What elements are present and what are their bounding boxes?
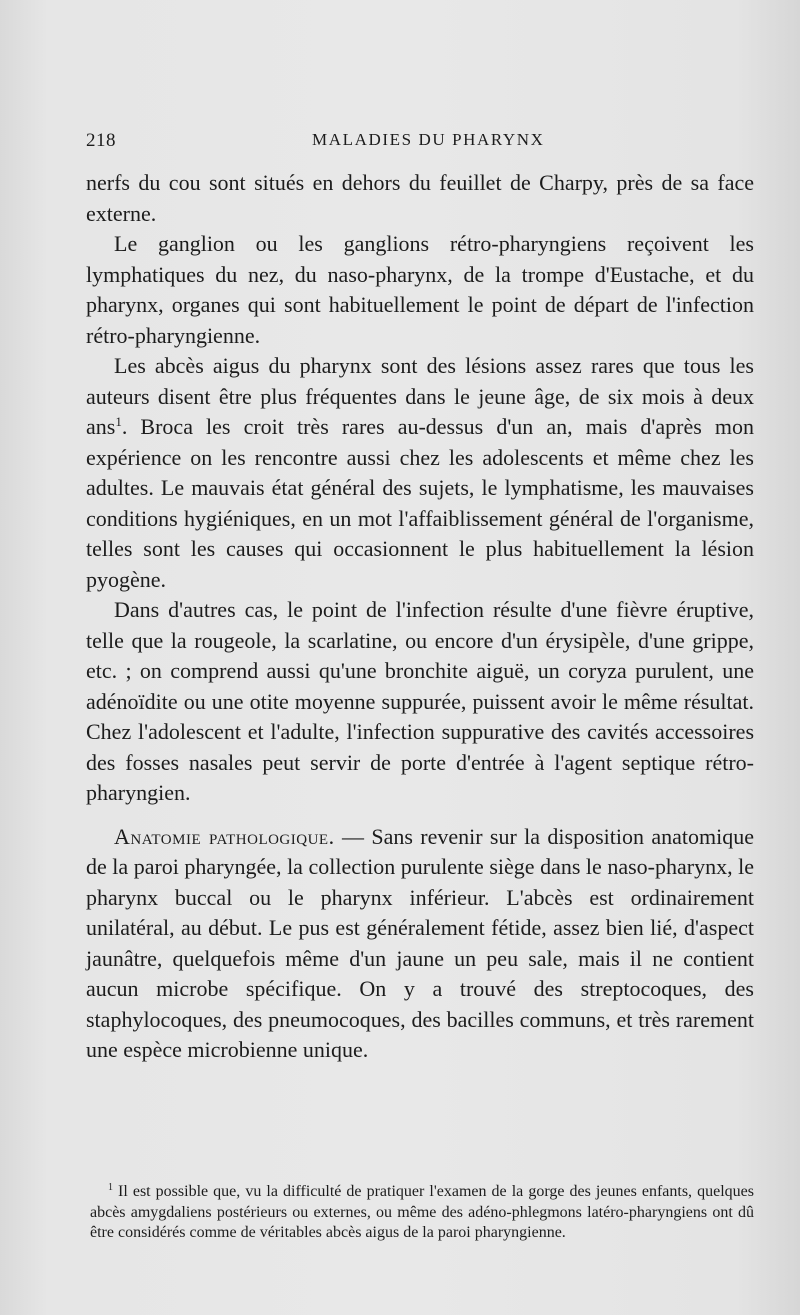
paragraph-ganglions: Le ganglion ou les ganglions rétro-pharyngiens reçoivent les lymphatiques du nez, du naso-pharynx, de la trompe d'Eustache, et du pharynx, organes qui sont habituellement le point de départ de l'infection rétro-pharyngienne. — [86, 231, 754, 348]
running-head: MALADIES DU PHARYNX — [312, 130, 545, 149]
paragraph-text-part: . Broca les croit très rares au-dessus d'un an, mais d'après mon expérience on les rencontre aussi chez les adolescents et même chez les adultes. Le mauvais état général des sujets, le lymphatisme, les mauvaises conditions hygiéniques, en un mot l'affaiblissement général de l'organisme, telles sont les causes qui occasionnent le plus habituellement la lésion pyogène. — [86, 414, 754, 592]
page-header — [86, 130, 756, 158]
footnote-text: Il est possible que, vu la difficulté de pratiquer l'examen de la gorge des jeunes enfants, quelques abcès amygdaliens postérieurs ou externes, ou même des adéno-phlegmons latéro-pharyngiens ont dû être considérés comme de véritables abcès aigus de la paroi pharyngienne. — [90, 1183, 754, 1241]
paragraph-autres-cas: Dans d'autres cas, le point de l'infection résulte d'une fièvre éruptive, telle que la rougeole, la scarlatine, ou encore d'un érysipèle, d'une grippe, etc. ; on comprend aussi qu'une bronchite aiguë, un coryza purulent, une adénoïdite ou une otite moyenne suppurée, puissent avoir le même résultat. Chez l'adolescent et l'adulte, l'infection suppurative des cavités accessoires des fosses nasales peut servir de porte d'entrée à l'agent septique rétro-pharyngien. — [86, 597, 754, 805]
footnote-mark: 1 — [108, 1182, 113, 1193]
paragraph-continued: nerfs du cou sont situés en dehors du feuillet de Charpy, près de sa face externe. — [86, 170, 754, 226]
paragraph-abces-aigus — [86, 351, 754, 595]
footnote — [90, 1182, 754, 1244]
page-number: 218 — [86, 130, 116, 151]
main-text — [86, 168, 754, 1066]
section-title: Anatomie pathologique. — [114, 823, 335, 849]
footnote-reference[interactable]: 1 — [115, 414, 122, 429]
paragraph-text-part: Les abcès aigus du pharynx sont des lésions assez rares que tous les auteurs disent être plus fréquentes dans le jeune âge, de six mois à deux ans — [86, 353, 754, 439]
paragraph-anatomie — [86, 822, 754, 1066]
section-text: — Sans revenir sur la disposition anatomique de la paroi pharyngée, la collection purulente siège dans le naso-pharynx, le pharynx buccal ou le pharynx inférieur. L'abcès est ordinairement unilatéral, au début. Le pus est généralement fétide, assez bien lié, d'aspect jaunâtre, quelquefois même d'un jaune un peu sale, mais il ne contient aucun microbe spécifique. On y a trouvé des streptocoques, des staphylocoques, des pneumocoques, des bacilles communs, et très rarement une espèce microbienne unique. — [86, 823, 754, 1062]
footnote-paragraph — [90, 1182, 754, 1244]
